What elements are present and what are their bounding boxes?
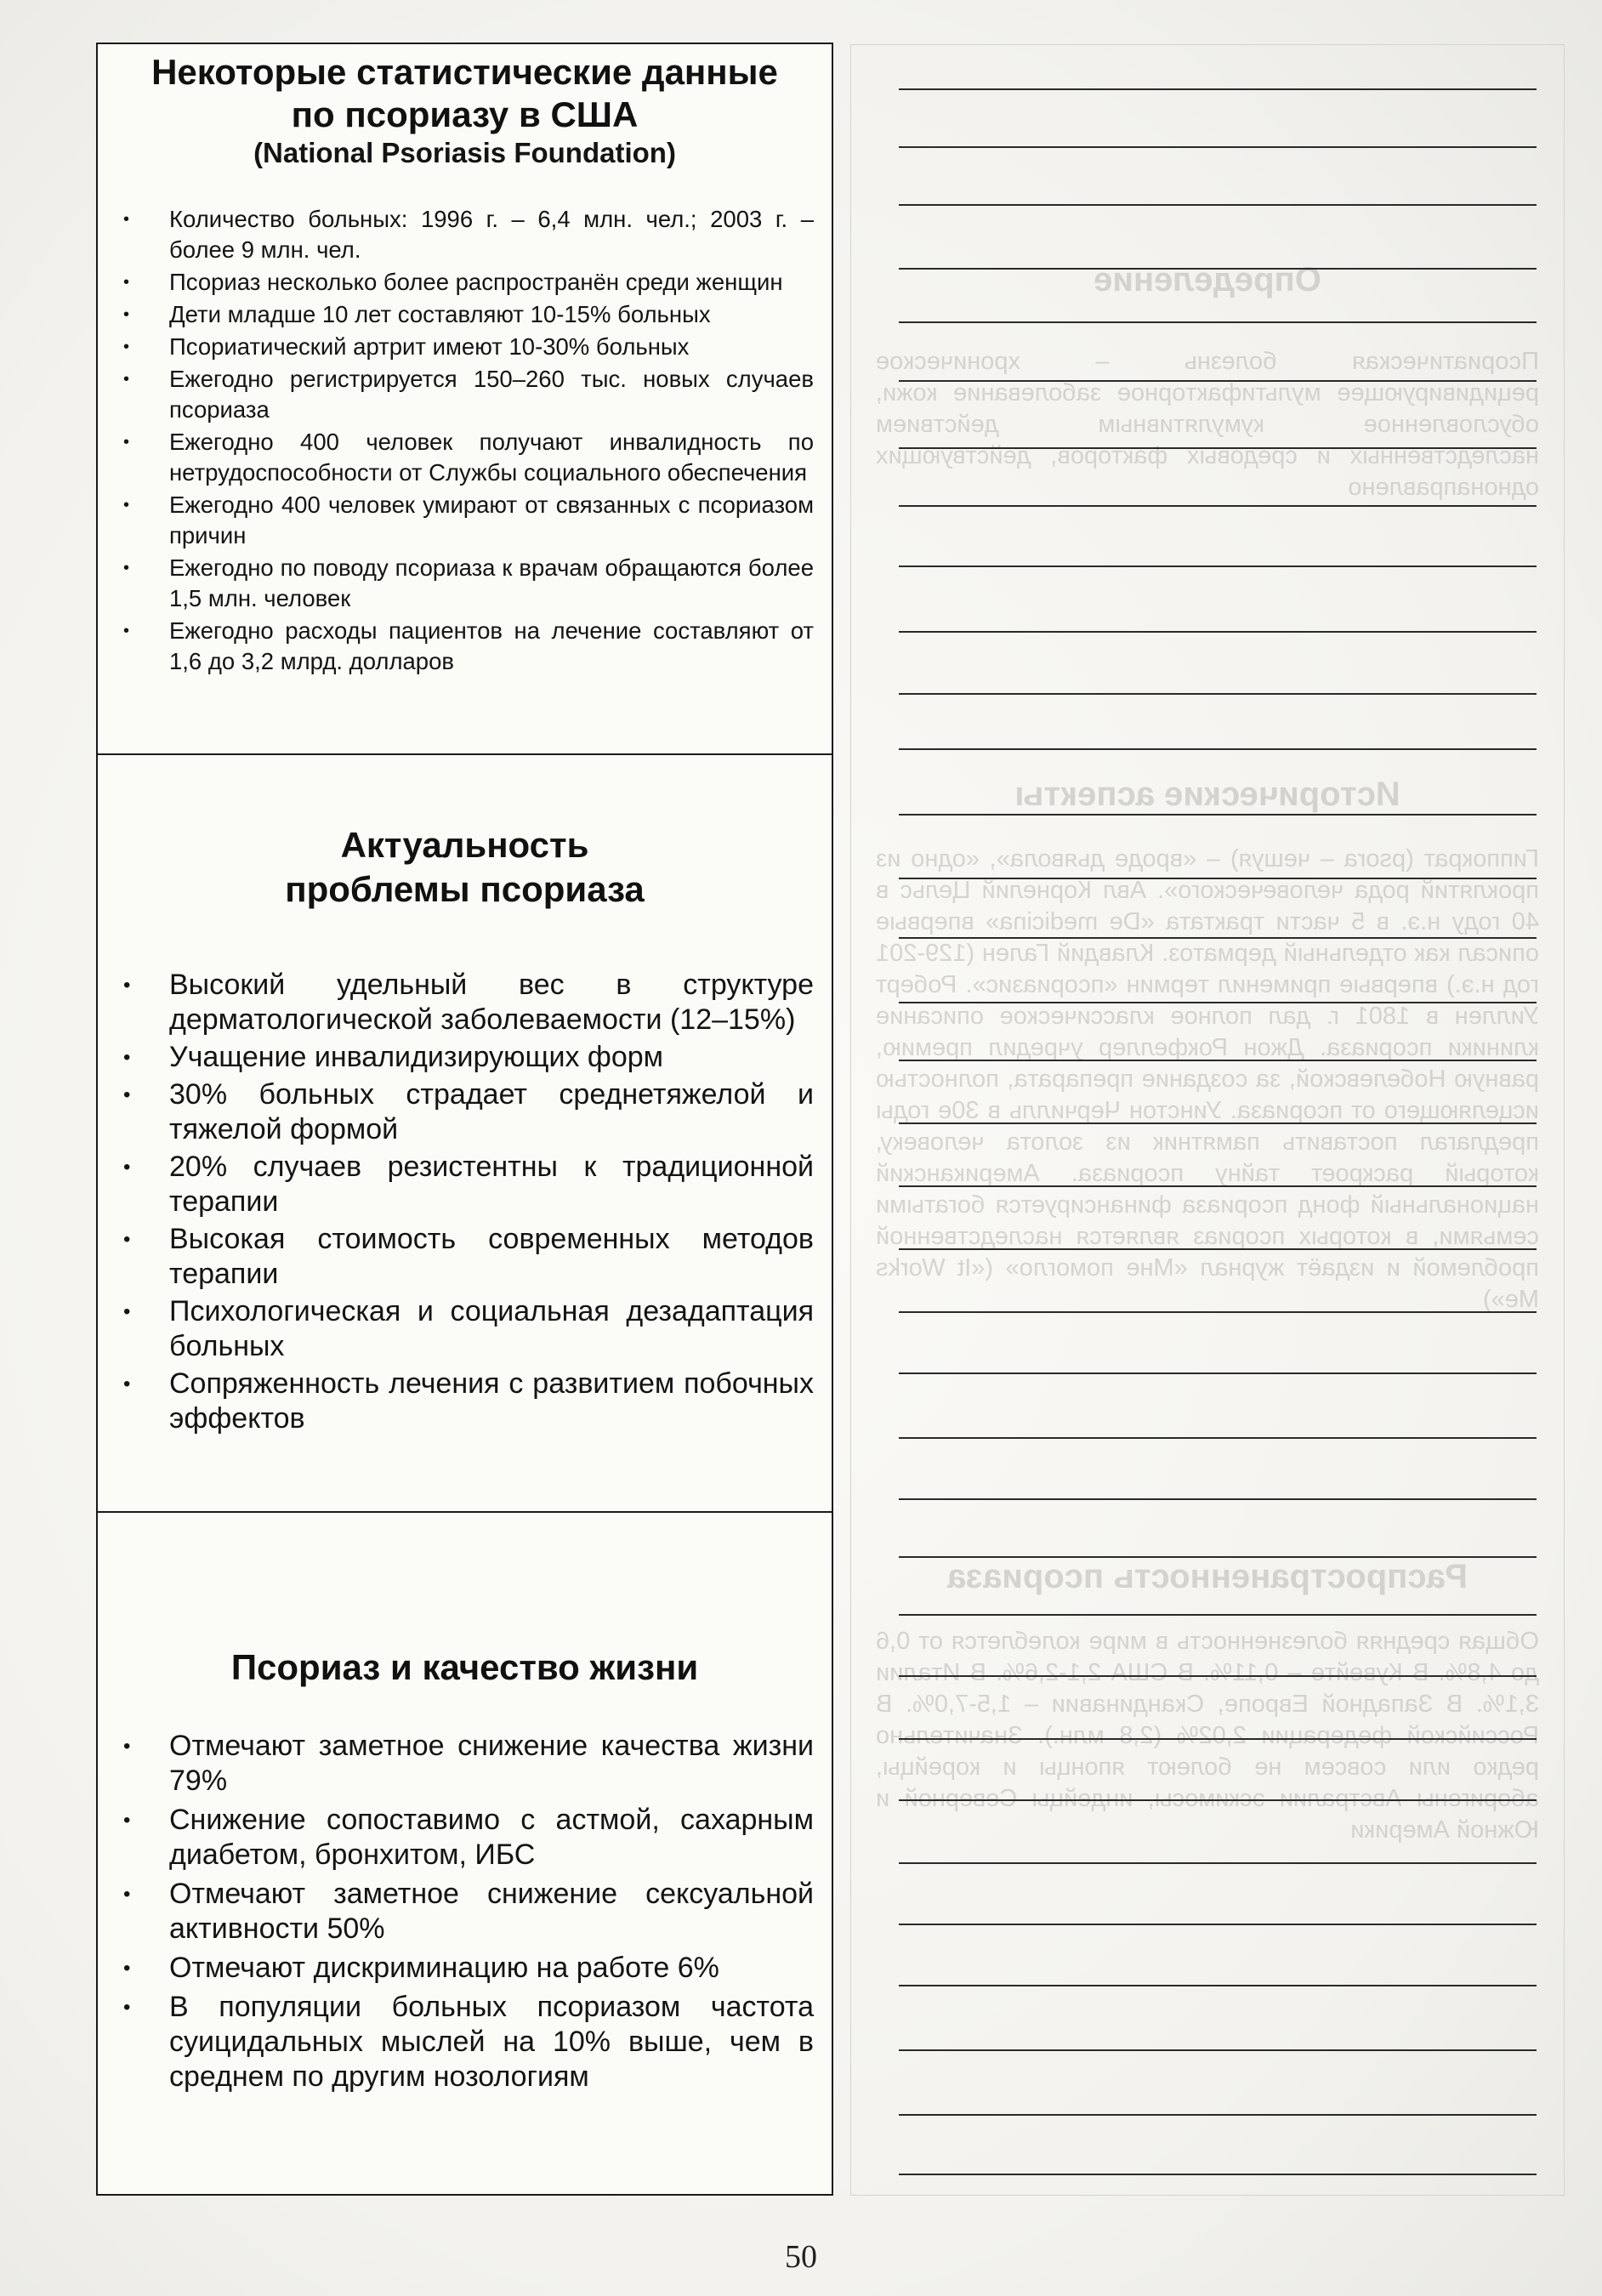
bullet-icon: • <box>123 1996 131 2019</box>
bullet-icon: • <box>123 305 130 324</box>
note-line <box>899 1248 1537 1250</box>
note-line <box>899 321 1537 323</box>
note-line <box>899 1924 1537 1925</box>
title-line: проблемы псориаза <box>285 869 645 909</box>
note-line <box>899 1614 1537 1616</box>
statistics-list <box>123 204 814 679</box>
note-line <box>899 1738 1537 1740</box>
bullet-icon: • <box>123 559 130 577</box>
list-item <box>123 1040 814 1075</box>
bullet-icon: • <box>123 1372 131 1395</box>
bullet-icon: • <box>123 1883 131 1906</box>
title-line: Актуальность <box>340 825 589 865</box>
note-line <box>899 1185 1537 1187</box>
list-item <box>123 968 814 1037</box>
section-title <box>98 823 832 912</box>
bullet-icon: • <box>123 1156 131 1179</box>
section-title <box>98 51 832 136</box>
list-item <box>123 1367 814 1436</box>
note-line <box>899 693 1537 695</box>
list-item-text: Снижение сопоставимо с астмой, сахарным диабетом, бронхитом, ИБС <box>169 1804 814 1871</box>
bleed-heading-prevalence: Распространенность псориаза <box>946 1558 1468 1595</box>
list-item-text: Высокий удельный вес в структуре дерматологической заболеваемости (12–15%) <box>169 969 814 1036</box>
list-item <box>123 1077 814 1147</box>
note-line <box>899 1799 1537 1801</box>
note-line <box>899 1437 1537 1439</box>
note-line <box>899 1556 1537 1558</box>
note-line <box>899 1372 1537 1374</box>
usa-statistics-section <box>98 44 832 755</box>
bleed-text-definition: Псориатическая болезнь – хроническое рецидивирующее мультифакторное заболевание кожи, обусловленное кумулятивным действием наследственных и средовых факторов, действующих однонаправлено <box>876 348 1539 501</box>
note-line <box>899 631 1537 633</box>
bullet-icon: • <box>123 1046 131 1069</box>
quality-of-life-list <box>123 1729 814 2099</box>
list-item-text: Ежегодно 400 человек умирают от связанных с псориазом причин <box>169 492 814 548</box>
list-item-text: Ежегодно 400 человек получают инвалидность по нетрудоспособности от Службы социального обеспечения <box>169 429 814 486</box>
list-item-text: Сопряженность лечения с развитием побочных эффектов <box>169 1367 814 1435</box>
bullet-icon: • <box>123 433 130 452</box>
bullet-icon: • <box>123 496 130 514</box>
bullet-icon: • <box>123 338 130 356</box>
note-line <box>899 2049 1537 2051</box>
list-item-text: Отмечают заметное снижение сексуальной активности 50% <box>169 1878 814 1945</box>
note-line <box>899 447 1537 449</box>
bullet-icon: • <box>123 1228 131 1251</box>
note-line <box>899 88 1537 90</box>
note-line <box>899 937 1537 939</box>
quality-of-life-section <box>98 1513 832 2197</box>
list-item <box>123 1877 814 1946</box>
bullet-icon: • <box>123 974 131 997</box>
section-subtitle: (National Psoriasis Foundation) <box>253 137 676 168</box>
bullet-icon: • <box>123 1957 131 1980</box>
note-line <box>899 146 1537 148</box>
note-line <box>899 204 1537 206</box>
note-line <box>899 1002 1537 1003</box>
note-line <box>899 505 1537 507</box>
bleed-heading-history: Исторические аспекты <box>1014 776 1400 813</box>
list-item-text: Дети младше 10 лет составляют 10-15% больных <box>169 301 711 327</box>
bleed-text-history: Гиппократ (psora – чешуя) – «вроде дьявола», «одно из проклятий рода человеческого». Авл Корнелий Цельс в 40 году н.э. в 5 части трактата «De medicina» впервые описал как отдельный дерматоз. Клавдий Гален (129-201 год н.э.) впервые применил термин «псориазис». Роберт Уиллен в 1801 г. дал полное классическое описание клиники псориаза. Джон Рокфеллер учредил премию, равную Нобелевской, за создание препарата, полностью исцеляющего от псориаза. Уинстон Черчилль в 30е годы предлагал поставить памятник из золота человеку, который раскроет тайну псориаза. Американский национальный фонд псориаза финансируется богатыми семьями, в которых псориаз является наследственной проблемой и издаёт журнал «Мне помогло» («It Works Me») <box>876 845 1539 1313</box>
list-item-text: Количество больных: 1996 г. – 6,4 млн. чел.; 2003 г. – более 9 млн. чел. <box>169 206 814 263</box>
list-item <box>123 553 814 614</box>
note-line <box>899 565 1537 567</box>
list-item <box>123 490 814 551</box>
bleed-text-prevalence: Общая средняя болезненность в мире колеблется от 0,6 до 4,8%. В Кувейте – 0,11%. В США 2,1-2,6%. В Италии 3,1%. В Западной Европе, Скандинавии – 1,5-7,0%. В Российской федерации 2,02% (2,8 млн.). Значительно редко или совсем не болеют японцы и корейцы, аборигены Австралии эскимосы, индейцы Северной и Южной Америки <box>876 1628 1539 1844</box>
list-item <box>123 204 814 265</box>
section-title: Псориаз и качество жизни <box>230 1647 699 1687</box>
note-line <box>899 2174 1537 2175</box>
note-line <box>899 1862 1537 1864</box>
list-item <box>123 1803 814 1873</box>
list-item-text: Высокая стоимость современных методов терапии <box>169 1223 814 1290</box>
page-number: 50 <box>785 2239 817 2275</box>
note-line <box>899 748 1537 750</box>
bullet-icon: • <box>123 622 130 640</box>
bullet-icon: • <box>123 210 130 229</box>
note-line <box>899 2114 1537 2116</box>
slides-column <box>96 43 833 2196</box>
list-item <box>123 1990 814 2094</box>
list-item <box>123 1222 814 1292</box>
list-item <box>123 1951 814 1986</box>
note-line <box>899 878 1537 879</box>
list-item <box>123 1294 814 1364</box>
list-item-text: В популяции больных псориазом частота суицидальных мыслей на 10% выше, чем в среднем по другим нозологиям <box>169 1991 814 2093</box>
bullet-icon: • <box>123 1735 131 1758</box>
note-line <box>899 814 1537 816</box>
note-line <box>899 1985 1537 1986</box>
list-item-text: 20% случаев резистентны к традиционной терапии <box>169 1151 814 1218</box>
note-line <box>899 1122 1537 1124</box>
list-item-text: Ежегодно по поводу псориаза к врачам обращаются более 1,5 млн. человек <box>169 554 814 611</box>
list-item-text: 30% больных страдает среднетяжелой и тяжелой формой <box>169 1078 814 1145</box>
list-item-text: Учащение инвалидизирующих форм <box>169 1041 664 1073</box>
note-line <box>899 1498 1537 1500</box>
title-line: Некоторые статистические данные <box>151 52 778 92</box>
bleed-through-text <box>850 44 1565 2196</box>
note-line <box>899 1675 1537 1677</box>
list-item-text: Психологическая и социальная дезадаптация больных <box>169 1295 814 1362</box>
list-item <box>123 299 814 330</box>
list-item-text: Отмечают заметное снижение качества жизни 79% <box>169 1730 814 1797</box>
bleed-heading-definition: Определение <box>1094 261 1321 298</box>
bullet-icon: • <box>123 1809 131 1832</box>
list-item <box>123 427 814 488</box>
list-item <box>123 1729 814 1799</box>
bullet-icon: • <box>123 1083 131 1106</box>
note-line <box>899 1311 1537 1313</box>
note-line <box>899 1060 1537 1061</box>
note-line <box>899 268 1537 270</box>
list-item <box>123 267 814 298</box>
list-item <box>123 332 814 362</box>
list-item-text: Ежегодно регистрируется 150–260 тыс. новых случаев псориаза <box>169 366 814 423</box>
note-line <box>899 380 1537 382</box>
list-item <box>123 1150 814 1219</box>
list-item <box>123 616 814 677</box>
relevance-section <box>98 755 832 1513</box>
title-line: по псориазу в США <box>291 94 639 134</box>
list-item-text: Псориатический артрит имеют 10-30% больных <box>169 333 690 360</box>
list-item <box>123 364 814 425</box>
bullet-icon: • <box>123 1300 131 1323</box>
list-item-text: Ежегодно расходы пациентов на лечение составляют от 1,6 до 3,2 млрд. долларов <box>169 617 814 674</box>
list-item-text: Отмечают дискриминацию на работе 6% <box>169 1952 719 1984</box>
list-item-text: Псориаз несколько более распространён среди женщин <box>169 269 783 295</box>
bullet-icon: • <box>123 370 130 389</box>
bullet-icon: • <box>123 273 130 292</box>
relevance-list <box>123 968 814 1439</box>
